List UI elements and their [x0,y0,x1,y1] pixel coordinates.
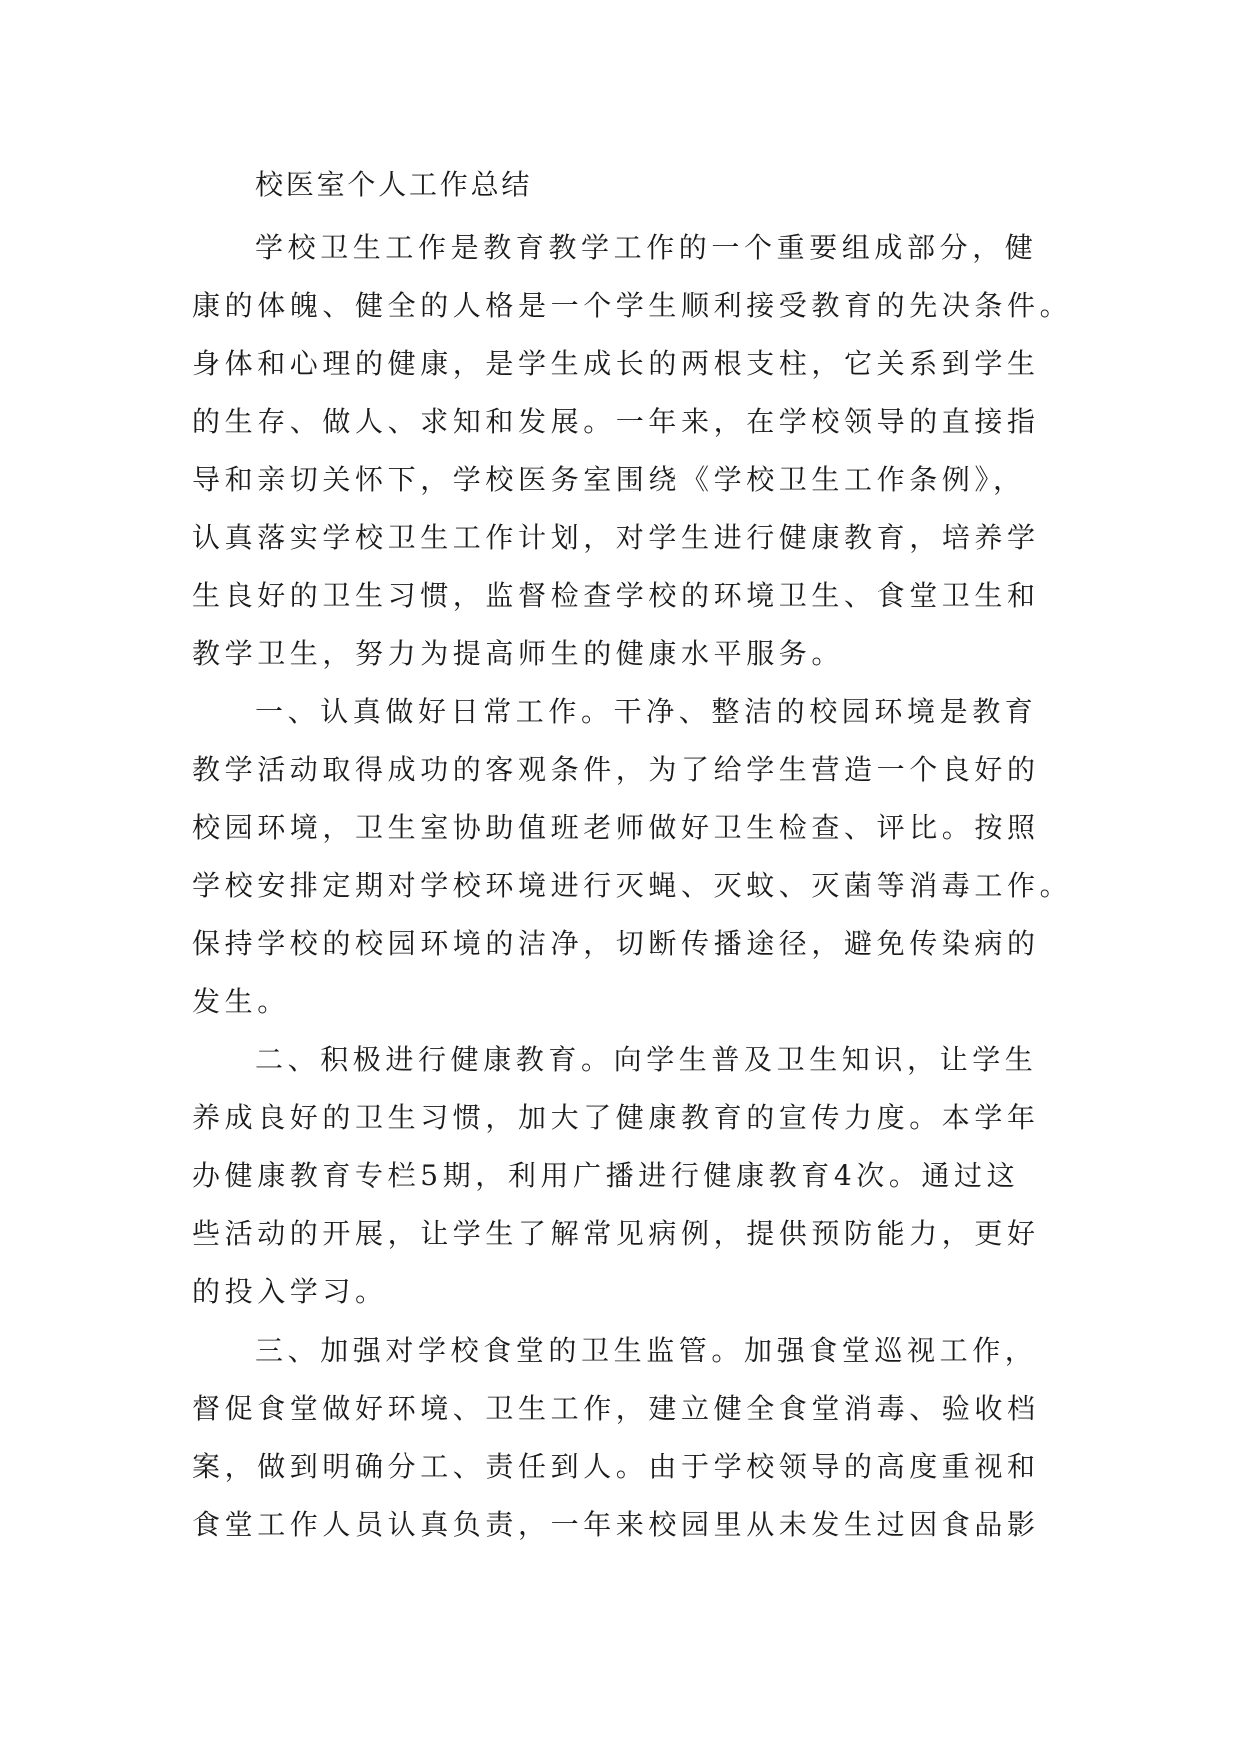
paragraph-line: 食堂工作人员认真负责，一年来校园里从未发生过因食品影 [192,1508,1040,1541]
paragraph-line: 办健康教育专栏5期，利用广播进行健康教育4次。通过这 [192,1159,1020,1192]
paragraph-line: 校园环境，卫生室协助值班老师做好卫生检查、评比。按照 [192,811,1040,844]
paragraph-line: 二、积极进行健康教育。向学生普及卫生知识，让学生 [255,1043,1038,1076]
paragraph-line: 康的体魄、健全的人格是一个学生顺利接受教育的先决条件。 [192,289,1073,322]
paragraph-line: 认真落实学校卫生工作计划，对学生进行健康教育，培养学 [192,521,1040,554]
paragraph-line: 身体和心理的健康，是学生成长的两根支柱，它关系到学生 [192,347,1040,380]
paragraph-line: 发生。 [192,985,290,1018]
paragraph-line: 些活动的开展，让学生了解常见病例，提供预防能力，更好 [192,1217,1040,1250]
paragraph-line: 导和亲切关怀下，学校医务室围绕《学校卫生工作条例》， [192,463,1026,496]
paragraph-line: 案，做到明确分工、责任到人。由于学校领导的高度重视和 [192,1450,1040,1483]
paragraph-line: 教学活动取得成功的客观条件，为了给学生营造一个良好的 [192,753,1040,786]
paragraph-line: 三、加强对学校食堂的卫生监管。加强食堂巡视工作， [255,1334,1038,1367]
document-title: 校医室个人工作总结 [255,168,533,201]
paragraph-line: 学校卫生工作是教育教学工作的一个重要组成部分，健 [255,231,1038,264]
paragraph-line: 督促食堂做好环境、卫生工作，建立健全食堂消毒、验收档 [192,1392,1040,1425]
paragraph-line: 保持学校的校园环境的洁净，切断传播途径，避免传染病的 [192,927,1040,960]
paragraph-line: 一、认真做好日常工作。干净、整洁的校园环境是教育 [255,695,1038,728]
paragraph-line: 教学卫生，努力为提高师生的健康水平服务。 [192,637,845,670]
paragraph-line: 的生存、做人、求知和发展。一年来，在学校领导的直接指 [192,405,1040,438]
paragraph-line: 学校安排定期对学校环境进行灭蝇、灭蚊、灭菌等消毒工作。 [192,869,1073,902]
paragraph-line: 生良好的卫生习惯，监督检查学校的环境卫生、食堂卫生和 [192,579,1040,612]
paragraph-line: 的投入学习。 [192,1275,388,1308]
paragraph-line: 养成良好的卫生习惯，加大了健康教育的宣传力度。本学年 [192,1101,1040,1134]
